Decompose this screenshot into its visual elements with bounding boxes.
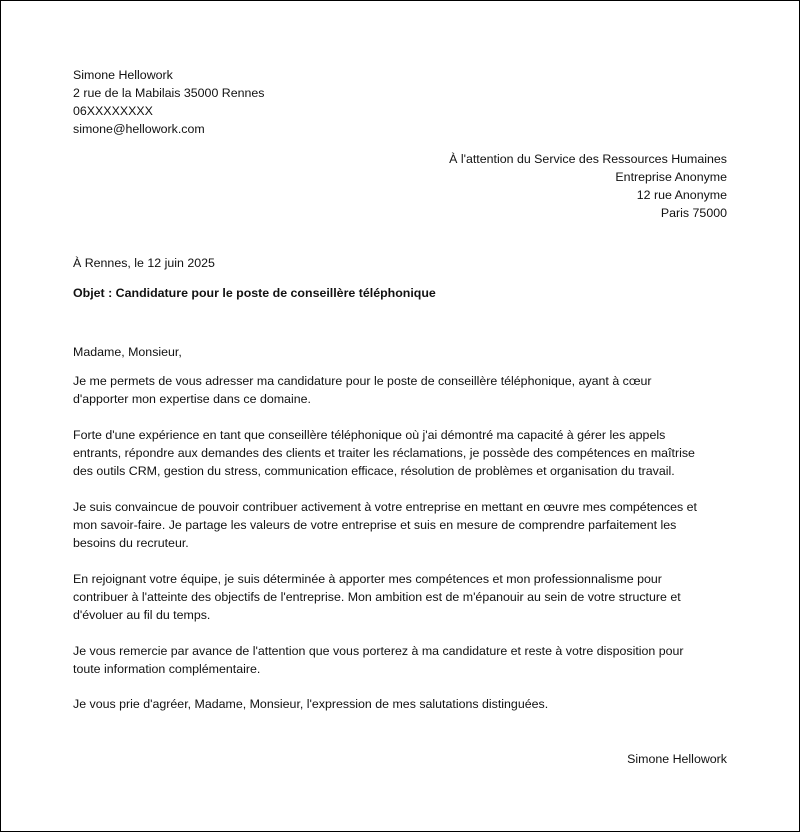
paragraph-line: besoins du recruteur.: [73, 536, 189, 550]
body-paragraph: [73, 642, 729, 678]
body-paragraph: [73, 426, 729, 480]
paragraph-line: mon savoir-faire. Je partage les valeurs de votre entreprise et suis en mesure de comprendre parfaitement les: [73, 518, 677, 532]
paragraph-line: des outils CRM, gestion du stress, communication efficace, résolution de problèmes et organisation du travail.: [73, 464, 675, 478]
letter-subject: Objet : Candidature pour le poste de conseillère téléphonique: [73, 286, 436, 300]
paragraph-line: Je vous remercie par avance de l'attention que vous porterez à ma candidature et reste à votre disposition pour: [73, 644, 684, 658]
letter-date: À Rennes, le 12 juin 2025: [73, 256, 215, 270]
letter-closing: Je vous prie d'agréer, Madame, Monsieur, l'expression de mes salutations distinguées.: [73, 697, 549, 711]
recipient-block: [449, 150, 727, 222]
paragraph-line: contribuer à l'atteinte des objectifs de l'entreprise. Mon ambition est de m'épanouir au sein de votre structure et: [73, 590, 681, 604]
sender-phone: 06XXXXXXXX: [73, 104, 153, 118]
paragraph-line: d'évoluer au fil du temps.: [73, 608, 211, 622]
letter-signature: Simone Hellowork: [627, 752, 727, 766]
paragraph-line: Je me permets de vous adresser ma candidature pour le poste de conseillère téléphonique, ayant à cœur: [73, 374, 652, 388]
paragraph-line: Forte d'une expérience en tant que conseillère téléphonique où j'ai démontré ma capacité à gérer les appels: [73, 428, 666, 442]
body-paragraph: [73, 570, 729, 624]
recipient-company: Entreprise Anonyme: [615, 170, 727, 184]
sender-block: [73, 66, 265, 138]
sender-email: simone@hellowork.com: [73, 122, 205, 136]
recipient-street: 12 rue Anonyme: [636, 188, 727, 202]
paragraph-line: entrants, répondre aux demandes des clients et traiter les réclamations, je possède des compétences en maîtrise: [73, 446, 695, 460]
sender-name: Simone Hellowork: [73, 68, 173, 82]
paragraph-line: toute information complémentaire.: [73, 662, 261, 676]
sender-address: 2 rue de la Mabilais 35000 Rennes: [73, 86, 265, 100]
body-paragraph: [73, 498, 729, 552]
paragraph-line: d'apporter mon expertise dans ce domaine.: [73, 392, 311, 406]
paragraph-line: En rejoignant votre équipe, je suis déterminée à apporter mes compétences et mon professionnalisme pour: [73, 572, 662, 586]
letter-greeting: Madame, Monsieur,: [73, 345, 182, 359]
paragraph-line: Je suis convaincue de pouvoir contribuer activement à votre entreprise en mettant en œuvre mes compétences et: [73, 500, 697, 514]
body-paragraph: [73, 372, 729, 408]
recipient-attention: À l'attention du Service des Ressources Humaines: [449, 152, 727, 166]
recipient-city: Paris 75000: [660, 206, 727, 220]
letter-body: [73, 372, 729, 696]
